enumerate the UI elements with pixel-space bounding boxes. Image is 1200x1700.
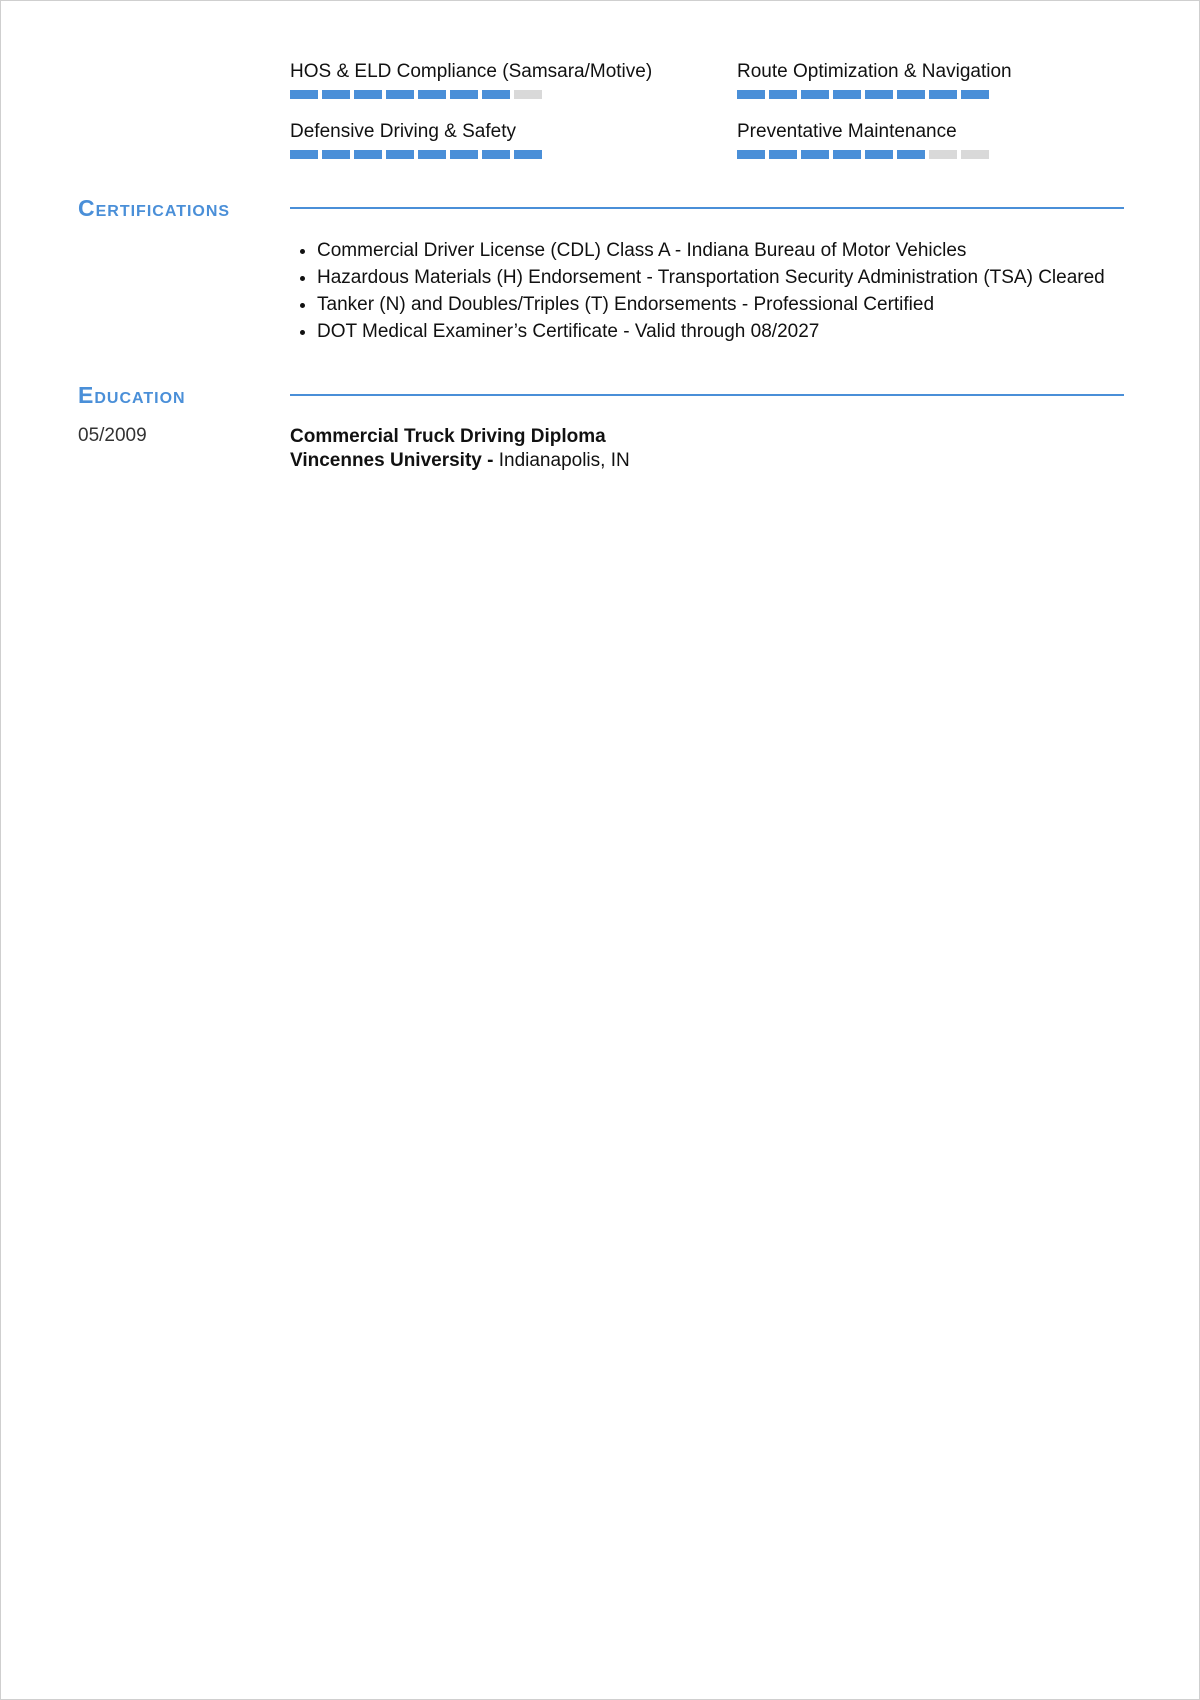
certifications-list bbox=[290, 237, 1137, 345]
skill-level-segment-empty bbox=[929, 150, 957, 159]
skill-level-segment-filled bbox=[737, 150, 765, 159]
skill-level-segment-filled bbox=[833, 150, 861, 159]
education-school: Vincennes University - bbox=[290, 450, 494, 471]
list-item: • Hazardous Materials (H) Endorsement - Transportation Security Administration (TSA) Cleared bbox=[317, 264, 1137, 291]
skill-level-segment-filled bbox=[801, 90, 829, 99]
skill-level-segment-filled bbox=[354, 90, 382, 99]
skill-name: HOS & ELD Compliance (Samsara/Motive) bbox=[290, 61, 653, 82]
skill-name: Route Optimization & Navigation bbox=[737, 61, 1012, 82]
skill-level-bar bbox=[737, 90, 1137, 99]
skill-level-segment-filled bbox=[322, 90, 350, 99]
skill-level-segment-filled bbox=[418, 150, 446, 159]
skill-level-segment-filled bbox=[322, 150, 350, 159]
skill-level-bar bbox=[737, 150, 1137, 159]
skill-level-segment-filled bbox=[833, 90, 861, 99]
skill-level-segment-filled bbox=[386, 90, 414, 99]
skill-level-segment-filled bbox=[482, 90, 510, 99]
education-location: Indianapolis, IN bbox=[493, 450, 630, 471]
skill-level-segment-filled bbox=[929, 90, 957, 99]
skill-level-segment-filled bbox=[737, 90, 765, 99]
skill-name: Defensive Driving & Safety bbox=[290, 121, 516, 142]
list-item: • Tanker (N) and Doubles/Triples (T) Endorsements - Professional Certified bbox=[317, 291, 1137, 318]
certifications-heading: Certifications bbox=[78, 195, 231, 221]
skill-level-bar bbox=[290, 90, 690, 99]
skill-level-segment-filled bbox=[769, 150, 797, 159]
skill-level-segment-filled bbox=[450, 90, 478, 99]
skill-level-segment-filled bbox=[482, 150, 510, 159]
skill-level-segment-filled bbox=[897, 150, 925, 159]
skill-level-segment-filled bbox=[801, 150, 829, 159]
education-degree: Commercial Truck Driving Diploma bbox=[290, 426, 606, 447]
skill-item bbox=[737, 61, 1137, 99]
skill-level-segment-empty bbox=[961, 150, 989, 159]
certifications-divider bbox=[290, 207, 1124, 209]
education-date: 05/2009 bbox=[78, 425, 147, 446]
list-item: • DOT Medical Examiner’s Certificate - Valid through 08/2027 bbox=[317, 318, 1137, 345]
skill-level-segment-filled bbox=[386, 150, 414, 159]
skill-level-segment-filled bbox=[290, 150, 318, 159]
skill-level-segment-filled bbox=[290, 90, 318, 99]
skill-level-segment-filled bbox=[514, 150, 542, 159]
skill-level-segment-filled bbox=[865, 150, 893, 159]
skill-level-segment-filled bbox=[865, 90, 893, 99]
education-divider bbox=[290, 394, 1124, 396]
skill-level-segment-filled bbox=[450, 150, 478, 159]
skill-name: Preventative Maintenance bbox=[737, 121, 957, 142]
skill-item bbox=[290, 61, 690, 99]
education-heading: Education bbox=[78, 382, 186, 408]
skill-level-segment-filled bbox=[418, 90, 446, 99]
list-item: • Commercial Driver License (CDL) Class A - Indiana Bureau of Motor Vehicles bbox=[317, 237, 1137, 264]
skill-level-segment-filled bbox=[961, 90, 989, 99]
skill-item bbox=[290, 121, 690, 159]
skill-level-segment-filled bbox=[769, 90, 797, 99]
skill-level-bar bbox=[290, 150, 690, 159]
education-school-line bbox=[290, 450, 630, 472]
skill-level-segment-filled bbox=[897, 90, 925, 99]
skill-level-segment-empty bbox=[514, 90, 542, 99]
skill-level-segment-filled bbox=[354, 150, 382, 159]
skill-item bbox=[737, 121, 1137, 159]
